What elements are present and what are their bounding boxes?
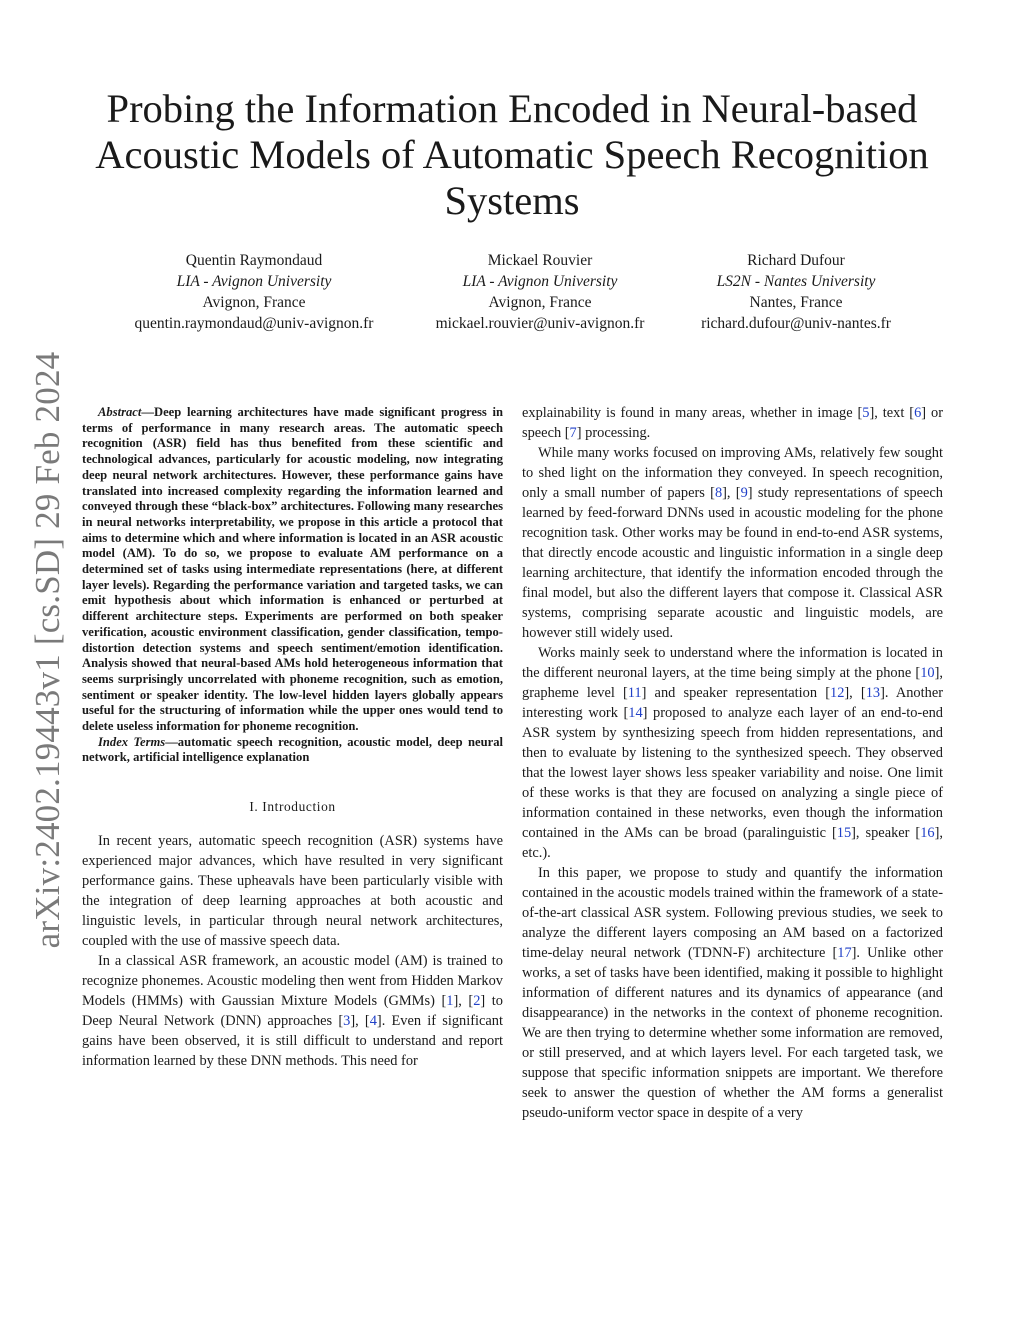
citation-link[interactable]: 11 (627, 685, 642, 701)
citation-link[interactable]: 2 (473, 993, 481, 1010)
text-run: ], [ (453, 993, 474, 1010)
left-column (82, 405, 503, 1071)
author-2 (390, 250, 690, 334)
intro-paragraph-3 (522, 443, 943, 643)
author-email: richard.dufour@univ-nantes.fr (701, 315, 891, 332)
text-run: Works mainly seek to understand where the information is located in the different neuronal layers, at the time being simply at the phone [ (522, 645, 943, 681)
text-run: In a classical ASR framework, an acoustic model (AM) is trained to recognize phonemes. Acoustic modeling then went from Hidden Markov Models (HMMs) with Gaussian Mixture Models (GMMs) [ (82, 953, 503, 1010)
author-1 (104, 250, 404, 334)
abstract-label: Abstract (98, 405, 142, 419)
text-run: ] to Deep Neural Network (DNN) approaches [ (82, 993, 503, 1030)
text-run: In this paper, we propose to study and quantify the information contained in the acoustic models trained within the framework of a state-of-the-art classical ASR system. Following previous studies, we seek to analyze the different layers composing an AM based on a factorized time-delay neural network (TDNN-F) architecture [ (522, 865, 943, 961)
text-run: ], grapheme level [ (522, 665, 943, 701)
citation-link[interactable]: 7 (569, 425, 577, 441)
citation-link[interactable]: 5 (862, 405, 870, 421)
text-run: ], [ (350, 1013, 370, 1030)
index-terms-text: —automatic speech recognition, acoustic model, deep neural network, artificial intelligence explanation (82, 734, 503, 765)
text-run: ] processing. (576, 425, 651, 441)
abstract (82, 405, 503, 735)
author-name: Mickael Rouvier (487, 252, 593, 269)
citation-link[interactable]: 12 (830, 685, 845, 701)
citation-link[interactable]: 6 (914, 405, 922, 421)
author-location: Avignon, France (488, 294, 592, 311)
citation-link[interactable]: 1 (446, 993, 454, 1010)
text-run: While many works focused on improving AMs, relatively few sought to shed light on the information they conveyed. In speech recognition, only a small number of papers [ (522, 445, 943, 501)
section-heading (82, 797, 503, 817)
text-run: ], [ (722, 485, 741, 501)
citation-link[interactable]: 10 (920, 665, 935, 681)
citation-link[interactable]: 15 (836, 825, 852, 841)
text-run: ], [ (844, 685, 866, 701)
arxiv-identifier: arXiv:2402.19443v1 [cs.SD] 29 Feb 2024 (28, 351, 67, 949)
index-terms (82, 735, 503, 766)
text-run: ] proposed to analyze each layer of an end-to-end ASR system by synthesizing speech from hidden representations, and then to evaluate by listening to the synthesized speech. They observed that the lowest layer shows less speaker variability and noise. One limit of these works is that they are focused on analyzing a single piece of information contained in these networks, even though the information contained in the AMs can be broad (paralinguistic [ (522, 705, 944, 841)
intro-paragraph-5 (522, 863, 943, 1123)
citation-link[interactable]: 3 (343, 1013, 351, 1030)
text-run: ], etc.). (522, 825, 944, 861)
author-affiliation: LIA - Avignon University (462, 273, 618, 290)
intro-paragraph-4 (522, 643, 943, 863)
intro-paragraph-1: In recent years, automatic speech recognition (ASR) systems have experienced major advances, which have resulted in very significant performance gains. These upheavals have been particularly visible with the integration of deep learning approaches at both acoustic and linguistic levels, in particular through neural network architectures, coupled with the use of massive speech data. (82, 833, 503, 950)
text-run: ]. Even if significant gains have been observed, it is still difficult to understand and report information learned by these DNN methods. This need for (82, 1013, 504, 1070)
abstract-text: —Deep learning architectures have made significant progress in terms of performance in many research areas. The automatic speech recognition (ASR) field has thus benefited from these scientific and technological advances, particularly for acoustic modeling, now integrating deep neural network architectures. However, these performance gains have translated into increased complexity regarding the information learned and conveyed through these “black-box” architectures. Following many researches in neural networks interpretability, we propose in this article a protocol that aims to determine which and where information is located in an ASR acoustic model (AM). To do so, we propose to evaluate AM performance on a determined set of tasks using intermediate representations (here, at different layer levels). Regarding the performance variation and targeted tasks, we can emit hypothesis about which information is enhanced or perturbed at different architecture steps. Experiments are performed on both speaker verification, acoustic environment classification, gender classification, tempo-distortion detection systems and speech sentiment/emotion identification. Analysis showed that neural-based AMs hold heterogeneous information that seems surprisingly uncorrelated with phoneme recognition, such as emotion, sentiment or speaker identity. The low-level hidden layers globally appears useful for the structuring of information while the upper ones would tend to delete useless information for phoneme recognition. (82, 405, 503, 734)
author-affiliation: LIA - Avignon University (176, 273, 332, 290)
author-name: Richard Dufour (747, 252, 845, 269)
author-name: Quentin Raymondaud (185, 252, 323, 269)
text-run: ] study representations of speech learned by feed-forward DNNs used in acoustic modeling for the phone recognition task. Other works may be found in end-to-end ASR systems, that directly encode acoustic and linguistic information in a single deep learning architecture, that identify the information encoded through the final model, but also the different layers that compose it. Classical ASR systems, comprising separate acoustic and linguistic models, are however still widely used. (522, 485, 944, 641)
citation-link[interactable]: 16 (920, 825, 935, 841)
text-run: ] or speech [ (522, 405, 943, 441)
author-email: quentin.raymondaud@univ-avignon.fr (134, 315, 374, 332)
intro-paragraph-2 (82, 951, 503, 1071)
citation-link[interactable]: 9 (740, 485, 748, 501)
citation-link[interactable]: 13 (865, 685, 881, 701)
text-run: ], speaker [ (851, 825, 921, 841)
section-number: I. (249, 799, 259, 815)
index-terms-label: Index Terms (98, 734, 166, 749)
section-title: Introduction (262, 799, 336, 815)
text-run: ]. Another interesting work [ (522, 685, 943, 721)
text-run: ] and speaker representation [ (641, 685, 830, 701)
citation-link[interactable]: 8 (714, 485, 723, 501)
right-column (522, 403, 943, 1123)
author-email: mickael.rouvier@univ-avignon.fr (435, 315, 645, 332)
text-run: ]. Unlike other works, a set of tasks have been identified, making it possible to highlight information of different natures and its dynamics of appearance (and disappearance) in the networks in the context of phoneme recognition. We are then trying to determine whether some information are removed, or still preserved, and at which layers level. For each targeted task, we suppose that specific information snippets are important. We therefore seek to answer the question of whether the AM forms a generalist pseudo-uniform vector space in despite of a very (522, 945, 943, 1121)
text-run: explainability is found in many areas, whether in image [ (522, 405, 863, 421)
paper-title: Probing the Information Encoded in Neural-based Acoustic Models of Automatic Speech Recognition Systems (95, 86, 929, 223)
intro-paragraph-continued (522, 403, 943, 443)
citation-link[interactable]: 4 (369, 1013, 377, 1030)
citation-link[interactable]: 14 (628, 705, 643, 721)
author-location: Avignon, France (202, 294, 306, 311)
author-3 (646, 250, 946, 334)
citation-link[interactable]: 17 (837, 945, 852, 961)
author-location: Nantes, France (749, 294, 843, 311)
text-run: ], text [ (869, 405, 915, 421)
author-affiliation: LS2N - Nantes University (716, 273, 876, 290)
